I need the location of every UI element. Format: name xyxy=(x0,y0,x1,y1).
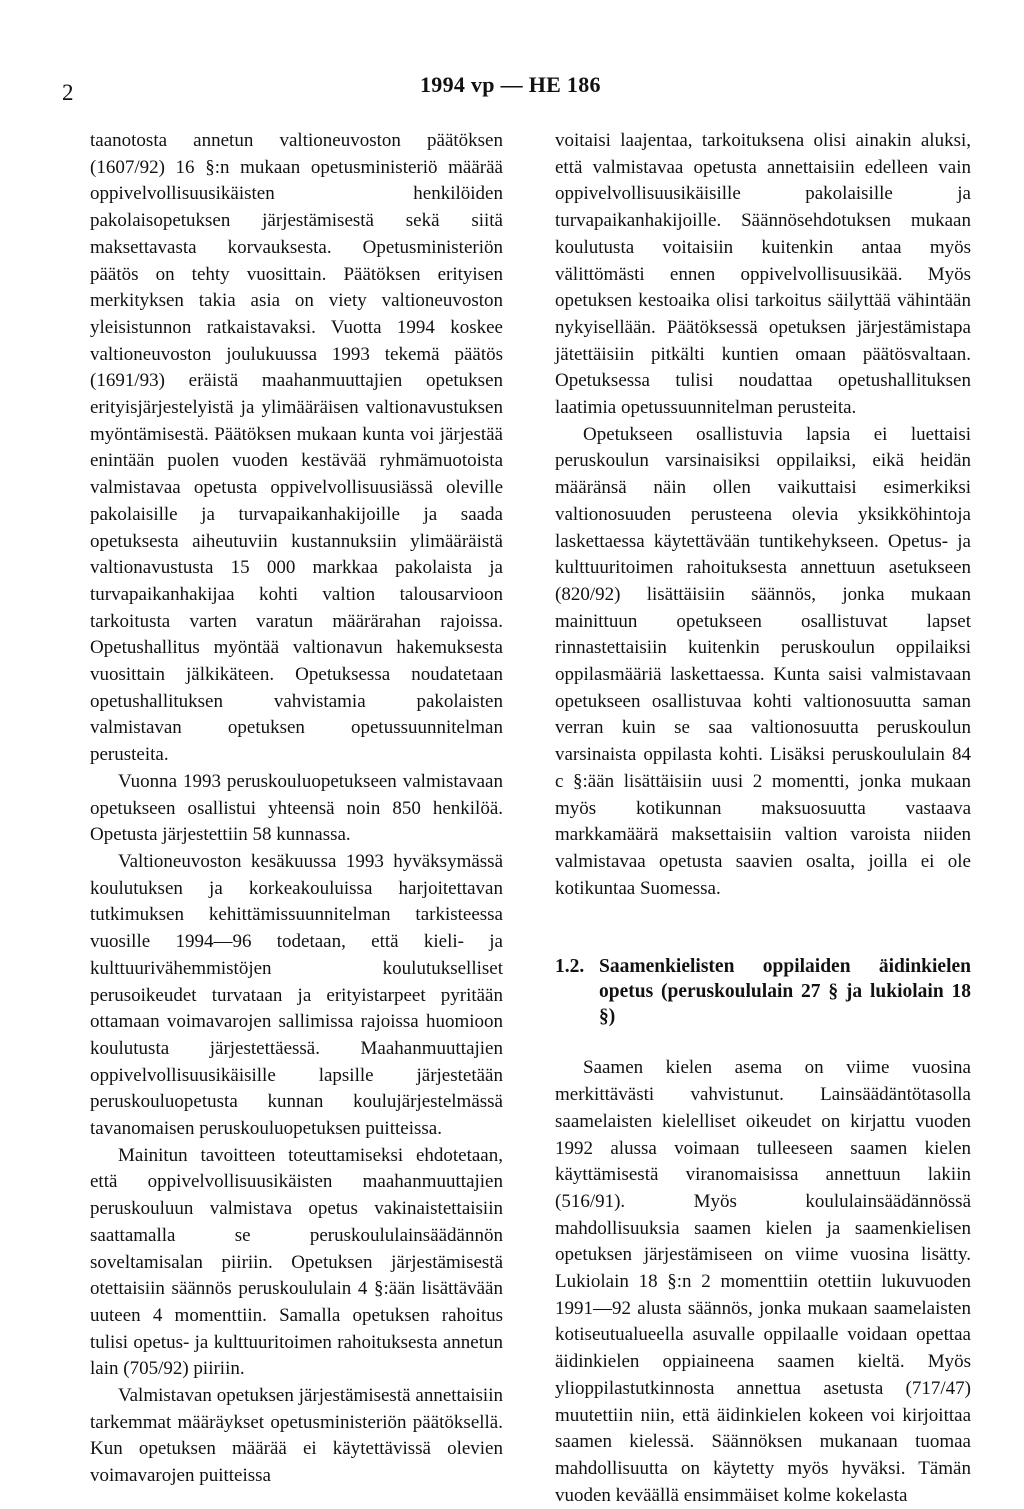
page-number: 2 xyxy=(62,80,74,105)
paragraph: taanotosta annetun valtioneuvoston päätöksen (1607/92) 16 §:n mukaan opetusministeriö määrää oppivelvollisuusikäisten henkilöiden pakolaisopetuksen järjestämisestä sekä siitä maksettavasta korvauksesta. Opetusministeriön päätös on tehty vuosittain. Päätöksen erityisen merkityksen takia asia on viety valtioneuvoston yleisistunnon ratkaistavaksi. Vuotta 1994 koskee valtioneuvoston joulukuussa 1993 tekemä päätös (1691/93) eräistä maahanmuuttajien opetuksen erityisjärjestelyistä ja ylimääräisen valtionavustuksen myöntämisestä. Päätöksen mukaan kunta voi järjestää enintään puolen vuoden kestävää ryhmämuotoista valmistavaa opetusta oppivelvollisuusiässä oleville pakolaisille ja turvapaikanhakijoille ja saada opetuksesta aiheutuviin kustannuksiin ylimääräistä valtionavustusta 15 000 markkaa pakolaista ja turvapaikanhakijaa kohti valtion talousarvioon tarkoitusta varten varatun määrärahan rajoissa. Opetushallitus myöntää valtionavun hakemuksesta vuosittain jälkikäteen. Opetuksessa noudatetaan opetushallituksen vahvistamia pakolaisten valmistavan opetuksen opetussuunnitelman perusteita. xyxy=(90,130,503,766)
section-title: Saamenkielisten oppilaiden äidinkielen opetus (peruskoululain 27 § ja lukiolain 18 §) xyxy=(599,956,971,1028)
paragraph: Saamen kielen asema on viime vuosina merkittävästi vahvistunut. Lainsäädäntötasolla saamelaisten kielelliset oikeudet on kirjattu vuoden 1992 alussa voimaan tulleeseen saamen kielen käyttämisestä viranomaisissa annettuun lakiin (516/91). Myös koululainsäädännössä mahdollisuuksia saamen kielen ja saamenkielisen opetuksen järjestämiseen on viime vuosina lisätty. Lukiolain 18 §:n 2 momenttiin otettiin lukuvuoden 1991—92 alusta säännös, jonka mukaan saamelaisten kotiseutualueella asuvalle oppilaalle voidaan opettaa äidinkielen oppiaineena saamen kieltä. Myös ylioppilastutkinnosta annettua asetusta (717/47) muutettiin niin, että äidinkielen kokeen voi kirjoittaa saamen kielessä. Säännöksen mukanaan tuomaa mahdollisuutta on käytetty myös hyväksi. Tämän vuoden keväällä ensimmäiset kolme kokelasta xyxy=(555,1057,971,1506)
paragraph: Mainitun tavoitteen toteuttamiseksi ehdotetaan, että oppivelvollisuusikäisten maahanmuuttajien peruskouluun valmistava opetus vakinaistettaisiin saattamalla se peruskoululainsäädännön soveltamisalan piiriin. Opetuksen järjestämisestä otettaisiin säännös peruskoululain 4 §:ään lisättävään uuteen 4 momenttiin. Samalla opetuksen rahoitus tulisi opetus- ja kulttuuritoimen rahoituksesta annetun lain (705/92) piiriin. xyxy=(90,1144,503,1380)
paragraph: Opetukseen osallistuvia lapsia ei luettaisi peruskoulun varsinaisiksi oppilaiksi, eikä heidän määränsä näin ollen vaikuttaisi esimerkiksi valtionosuuden perusteena olevia yksikköhintoja laskettaessa käytettävään tuntikehykseen. Opetus- ja kulttuuritoimen rahoituksesta annettuun asetukseen (820/92) lisättäisiin säännös, jonka mukaan mainittuun opetukseen osallistuvat lapset rinnastettaisiin kuitenkin peruskoulun oppilaiksi oppilasmääriä laskettaessa. Kunta saisi valmistavaan opetukseen osallistuvaa kohti valtionosuutta saman verran kuin se saa valtionosuutta peruskoulun varsinaista oppilasta kohti. Lisäksi peruskoululain 84 c §:ään lisättäisiin uusi 2 momentti, jonka mukaan myös kotikunnan maksuosuutta vastaava markkamäärä maksettaisiin valtion varoista niiden valmistavaa opetusta saavien osalta, joilla ei ole kotikuntaa Suomessa. xyxy=(555,423,971,899)
section-number: 1.2. xyxy=(555,956,585,978)
left-column xyxy=(90,128,503,1490)
right-column xyxy=(555,128,971,1509)
paragraph: Valmistavan opetuksen järjestämisestä annettaisiin tarkemmat määräykset opetusministeriön päätöksellä. Kun opetuksen määrää ei käytettävissä olevien voimavarojen puitteissa xyxy=(90,1385,503,1487)
running-head: 1994 vp — HE 186 xyxy=(420,72,601,97)
paragraph: Vuonna 1993 peruskouluopetukseen valmistavaan opetukseen osallistui yhteensä noin 850 henkilöä. Opetusta järjestettiin 58 kunnassa. xyxy=(90,770,503,846)
paragraph: Valtioneuvoston kesäkuussa 1993 hyväksymässä koulutuksen ja korkeakouluissa harjoitettavan tutkimuksen kehittämissuunnitelman tarkisteessa vuosille 1994—96 todetaan, että kieli- ja kulttuurivähemmistöjen koulutukselliset perusoikeudet turvataan ja erityistarpeet pyritään ottamaan voimavarojen sallimissa rajoissa huomioon koulutusta järjestettäessä. Maahanmuuttajien oppivelvollisuusikäisille lapsille järjestetään peruskouluopetusta kunnan koulujärjestelmässä tavanomaisen peruskouluopetuksen puitteissa. xyxy=(90,850,503,1140)
section-heading xyxy=(555,954,971,1029)
paragraph: voitaisi laajentaa, tarkoituksena olisi ainakin aluksi, että valmistavaa opetusta annettaisiin edelleen vain oppivelvollisuusikäisille pakolaisille ja turvapaikanhakijoille. Säännösehdotuksen mukaan koulutusta voitaisiin kuitenkin antaa myös välittömästi ennen oppivelvollisuusikää. Myös opetuksen kestoaika olisi tarkoitus säilyttää vähintään nykyisellään. Päätöksessä opetuksen järjestämistapa jätettäisiin pitkälti kuntien omaan päätösvaltaan. Opetuksessa tulisi noudattaa opetushallituksen laatimia opetussuunnitelman perusteita. xyxy=(555,130,971,419)
